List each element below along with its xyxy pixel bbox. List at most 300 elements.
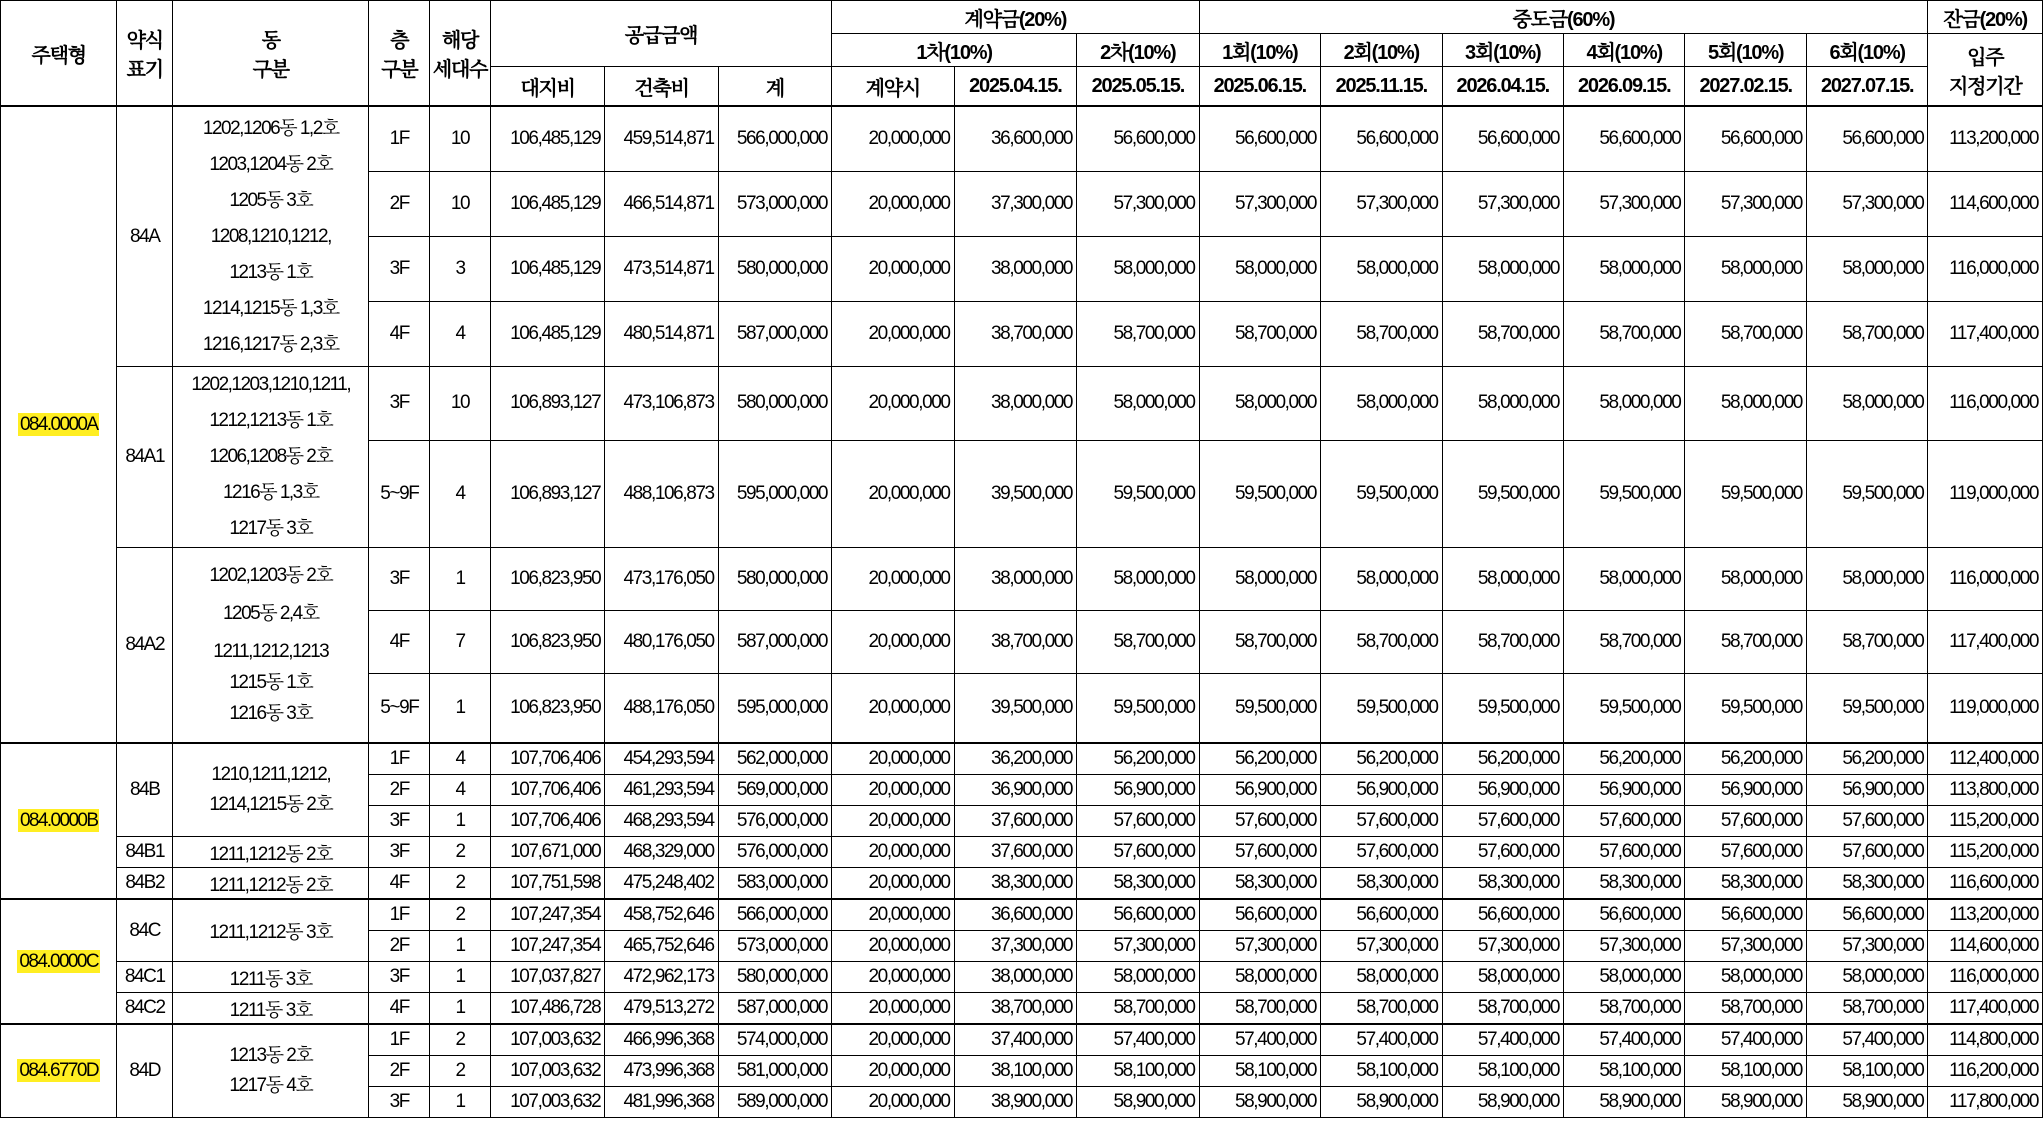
contract-2-cell: 57,600,000 <box>1077 837 1200 868</box>
land-cost-cell: 107,003,632 <box>490 1087 604 1118</box>
house-type-label: 084.0000A <box>19 413 98 435</box>
land-cost-cell: 107,003,632 <box>490 1056 604 1087</box>
building-cost-cell: 458,752,646 <box>605 899 718 931</box>
total-price-cell: 587,000,000 <box>718 611 831 674</box>
middle-6-cell: 58,000,000 <box>1806 962 1928 993</box>
contract-2-cell: 58,000,000 <box>1077 237 1200 302</box>
balance-cell: 116,600,000 <box>1928 868 2043 900</box>
middle-2-cell: 56,600,000 <box>1321 106 1442 172</box>
middle-6-cell: 56,600,000 <box>1806 899 1928 931</box>
balance-cell: 119,000,000 <box>1928 674 2043 744</box>
col-abbr <box>117 1 173 107</box>
col-dong-line1: 동 <box>261 30 280 52</box>
middle-1-cell: 58,000,000 <box>1199 548 1320 611</box>
contract-1-cell: 38,700,000 <box>954 993 1076 1025</box>
col-middle-1: 1회(10%) <box>1199 34 1320 67</box>
floor-cell: 4F <box>369 993 430 1025</box>
middle-3-cell: 57,600,000 <box>1442 837 1563 868</box>
middle-1-cell: 58,700,000 <box>1199 611 1320 674</box>
middle-3-cell: 56,900,000 <box>1442 775 1563 806</box>
col-middle-payment: 중도금(60%) <box>1199 1 1928 34</box>
middle-5-cell: 57,300,000 <box>1685 931 1806 962</box>
middle-4-cell: 58,900,000 <box>1563 1087 1684 1118</box>
total-price-cell: 583,000,000 <box>718 868 831 900</box>
middle-4-cell: 58,000,000 <box>1563 548 1684 611</box>
abbr-cell: 84A2 <box>117 548 173 744</box>
dong-line: 1216동 1,3호 <box>222 482 319 503</box>
contract-1-cell: 39,500,000 <box>954 440 1076 547</box>
col-middle-3: 3회(10%) <box>1442 34 1563 67</box>
balance-cell: 113,200,000 <box>1928 106 2043 172</box>
middle-1-cell: 58,100,000 <box>1199 1056 1320 1087</box>
middle-3-cell: 57,300,000 <box>1442 931 1563 962</box>
contract-1-cell: 38,000,000 <box>954 962 1076 993</box>
contract-2-cell: 58,700,000 <box>1077 993 1200 1025</box>
middle-5-cell: 58,900,000 <box>1685 1087 1806 1118</box>
dong-line: 1211,1212,1213 <box>213 641 329 662</box>
middle-2-cell: 58,000,000 <box>1321 962 1442 993</box>
middle-4-cell: 57,400,000 <box>1563 1024 1684 1056</box>
at-contract-cell: 20,000,000 <box>832 899 954 931</box>
middle-2-cell: 58,100,000 <box>1321 1056 1442 1087</box>
middle-4-cell: 58,700,000 <box>1563 302 1684 367</box>
at-contract-cell: 20,000,000 <box>832 611 954 674</box>
middle-1-cell: 57,600,000 <box>1199 806 1320 837</box>
middle-5-cell: 57,600,000 <box>1685 837 1806 868</box>
middle-4-cell: 58,100,000 <box>1563 1056 1684 1087</box>
middle-5-cell: 57,400,000 <box>1685 1024 1806 1056</box>
dong-cell: 1211,1212동 2호 <box>173 868 369 900</box>
at-contract-cell: 20,000,000 <box>832 237 954 302</box>
total-price-cell: 569,000,000 <box>718 775 831 806</box>
building-cost-cell: 481,996,368 <box>605 1087 718 1118</box>
units-cell: 1 <box>430 674 491 744</box>
land-cost-cell: 106,823,950 <box>490 548 604 611</box>
contract-2-cell: 57,400,000 <box>1077 1024 1200 1056</box>
middle-5-cell: 56,600,000 <box>1685 106 1806 172</box>
middle-6-cell: 59,500,000 <box>1806 440 1928 547</box>
middle-3-cell: 59,500,000 <box>1442 674 1563 744</box>
middle-6-cell: 56,200,000 <box>1806 743 1928 775</box>
col-c2-date: 2025.05.15. <box>1077 67 1200 107</box>
total-price-cell: 587,000,000 <box>718 302 831 367</box>
table-body <box>1 106 2043 1118</box>
contract-1-cell: 36,200,000 <box>954 743 1076 775</box>
contract-1-cell: 38,100,000 <box>954 1056 1076 1087</box>
building-cost-cell: 488,106,873 <box>605 440 718 547</box>
land-cost-cell: 106,485,129 <box>490 172 604 237</box>
col-m2-date: 2025.11.15. <box>1321 67 1442 107</box>
table-row <box>1 962 2043 993</box>
at-contract-cell: 20,000,000 <box>832 806 954 837</box>
house-type-cell <box>1 899 117 1024</box>
units-cell: 1 <box>430 993 491 1025</box>
middle-6-cell: 57,300,000 <box>1806 931 1928 962</box>
middle-6-cell: 57,300,000 <box>1806 172 1928 237</box>
building-cost-cell: 468,293,594 <box>605 806 718 837</box>
col-building-cost: 건축비 <box>605 67 718 107</box>
middle-5-cell: 57,300,000 <box>1685 172 1806 237</box>
land-cost-cell: 107,247,354 <box>490 899 604 931</box>
floor-cell: 1F <box>369 1024 430 1056</box>
floor-cell: 3F <box>369 837 430 868</box>
dong-line: 1213동 1호 <box>229 261 313 283</box>
middle-6-cell: 57,400,000 <box>1806 1024 1928 1056</box>
dong-line: 1214,1215동 1,3호 <box>202 297 339 319</box>
total-price-cell: 566,000,000 <box>718 899 831 931</box>
total-price-cell: 573,000,000 <box>718 931 831 962</box>
middle-1-cell: 58,900,000 <box>1199 1087 1320 1118</box>
middle-2-cell: 56,900,000 <box>1321 775 1442 806</box>
land-cost-cell: 107,706,406 <box>490 743 604 775</box>
middle-6-cell: 58,000,000 <box>1806 237 1928 302</box>
col-contract-1: 1차(10%) <box>832 34 1077 67</box>
dong-line: 1217동 3호 <box>229 518 313 539</box>
at-contract-cell: 20,000,000 <box>832 172 954 237</box>
middle-1-cell: 56,900,000 <box>1199 775 1320 806</box>
middle-3-cell: 56,600,000 <box>1442 899 1563 931</box>
middle-5-cell: 58,700,000 <box>1685 611 1806 674</box>
col-m3-date: 2026.04.15. <box>1442 67 1563 107</box>
contract-1-cell: 37,300,000 <box>954 931 1076 962</box>
middle-4-cell: 59,500,000 <box>1563 440 1684 547</box>
land-cost-cell: 106,823,950 <box>490 674 604 744</box>
balance-cell: 117,400,000 <box>1928 611 2043 674</box>
contract-2-cell: 57,300,000 <box>1077 931 1200 962</box>
at-contract-cell: 20,000,000 <box>832 548 954 611</box>
middle-4-cell: 56,600,000 <box>1563 899 1684 931</box>
contract-1-cell: 37,300,000 <box>954 172 1076 237</box>
contract-1-cell: 36,600,000 <box>954 106 1076 172</box>
middle-1-cell: 58,700,000 <box>1199 302 1320 367</box>
middle-3-cell: 59,500,000 <box>1442 440 1563 547</box>
middle-1-cell: 58,000,000 <box>1199 962 1320 993</box>
middle-3-cell: 58,900,000 <box>1442 1087 1563 1118</box>
middle-3-cell: 58,700,000 <box>1442 993 1563 1025</box>
contract-2-cell: 58,000,000 <box>1077 367 1200 441</box>
col-floor <box>369 1 430 107</box>
house-type-cell <box>1 106 117 743</box>
at-contract-cell: 20,000,000 <box>832 367 954 441</box>
middle-2-cell: 57,600,000 <box>1321 837 1442 868</box>
table-row <box>1 837 2043 868</box>
middle-3-cell: 56,200,000 <box>1442 743 1563 775</box>
land-cost-cell: 107,706,406 <box>490 775 604 806</box>
middle-2-cell: 58,700,000 <box>1321 611 1442 674</box>
middle-5-cell: 59,500,000 <box>1685 674 1806 744</box>
col-floor-line2: 구분 <box>381 59 418 81</box>
dong-cell <box>173 548 369 744</box>
total-price-cell: 589,000,000 <box>718 1087 831 1118</box>
dong-cell: 1211,1212동 3호 <box>173 899 369 962</box>
balance-cell: 113,200,000 <box>1928 899 2043 931</box>
table-row <box>1 868 2043 900</box>
at-contract-cell: 20,000,000 <box>832 1056 954 1087</box>
contract-2-cell: 58,700,000 <box>1077 611 1200 674</box>
contract-1-cell: 39,500,000 <box>954 674 1076 744</box>
middle-2-cell: 58,000,000 <box>1321 548 1442 611</box>
abbr-cell: 84C1 <box>117 962 173 993</box>
dong-line: 1214,1215동 2호 <box>209 794 333 815</box>
land-cost-cell: 106,893,127 <box>490 440 604 547</box>
dong-cell <box>173 1024 369 1118</box>
house-type-label: 084.6770D <box>19 1060 98 1081</box>
table-row <box>1 367 2043 441</box>
at-contract-cell: 20,000,000 <box>832 868 954 900</box>
middle-1-cell: 58,000,000 <box>1199 237 1320 302</box>
dong-cell <box>173 367 369 548</box>
contract-1-cell: 38,000,000 <box>954 367 1076 441</box>
balance-cell: 116,000,000 <box>1928 548 2043 611</box>
middle-2-cell: 57,600,000 <box>1321 806 1442 837</box>
land-cost-cell: 107,671,000 <box>490 837 604 868</box>
middle-3-cell: 58,100,000 <box>1442 1056 1563 1087</box>
dong-cell <box>173 106 369 367</box>
abbr-cell: 84D <box>117 1024 173 1118</box>
abbr-cell: 84A1 <box>117 367 173 548</box>
abbr-cell: 84C <box>117 899 173 962</box>
contract-2-cell: 58,000,000 <box>1077 548 1200 611</box>
land-cost-cell: 106,485,129 <box>490 302 604 367</box>
units-cell: 2 <box>430 868 491 900</box>
dong-line: 1205동 2,4호 <box>222 603 319 624</box>
col-contract-2: 2차(10%) <box>1077 34 1200 67</box>
contract-2-cell: 56,600,000 <box>1077 899 1200 931</box>
middle-1-cell: 59,500,000 <box>1199 674 1320 744</box>
building-cost-cell: 468,329,000 <box>605 837 718 868</box>
contract-2-cell: 58,300,000 <box>1077 868 1200 900</box>
contract-2-cell: 58,000,000 <box>1077 962 1200 993</box>
total-price-cell: 595,000,000 <box>718 440 831 547</box>
table-row <box>1 1024 2043 1056</box>
contract-2-cell: 58,900,000 <box>1077 1087 1200 1118</box>
col-middle-4: 4회(10%) <box>1563 34 1684 67</box>
total-price-cell: 580,000,000 <box>718 237 831 302</box>
contract-1-cell: 36,600,000 <box>954 899 1076 931</box>
total-price-cell: 574,000,000 <box>718 1024 831 1056</box>
contract-1-cell: 38,900,000 <box>954 1087 1076 1118</box>
at-contract-cell: 20,000,000 <box>832 775 954 806</box>
total-price-cell: 566,000,000 <box>718 106 831 172</box>
units-cell: 3 <box>430 237 491 302</box>
floor-cell: 3F <box>369 806 430 837</box>
middle-3-cell: 58,700,000 <box>1442 302 1563 367</box>
middle-1-cell: 57,600,000 <box>1199 837 1320 868</box>
col-units-line2: 세대수 <box>432 59 488 81</box>
abbr-cell: 84B1 <box>117 837 173 868</box>
table-row <box>1 993 2043 1025</box>
land-cost-cell: 107,247,354 <box>490 931 604 962</box>
total-price-cell: 587,000,000 <box>718 993 831 1025</box>
col-at-contract: 계약시 <box>832 67 954 107</box>
middle-2-cell: 59,500,000 <box>1321 440 1442 547</box>
middle-6-cell: 57,600,000 <box>1806 806 1928 837</box>
balance-cell: 114,600,000 <box>1928 172 2043 237</box>
floor-cell: 1F <box>369 106 430 172</box>
floor-cell: 4F <box>369 611 430 674</box>
contract-1-cell: 36,900,000 <box>954 775 1076 806</box>
units-cell: 4 <box>430 440 491 547</box>
balance-cell: 116,200,000 <box>1928 1056 2043 1087</box>
middle-3-cell: 58,700,000 <box>1442 611 1563 674</box>
land-cost-cell: 107,751,598 <box>490 868 604 900</box>
dong-line: 1215동 1호 <box>229 672 313 693</box>
contract-2-cell: 59,500,000 <box>1077 674 1200 744</box>
dong-line: 1213동 2호 <box>229 1045 313 1066</box>
middle-2-cell: 58,700,000 <box>1321 993 1442 1025</box>
floor-cell: 3F <box>369 1087 430 1118</box>
at-contract-cell: 20,000,000 <box>832 931 954 962</box>
building-cost-cell: 480,514,871 <box>605 302 718 367</box>
col-floor-line1: 층 <box>390 30 409 52</box>
building-cost-cell: 473,106,873 <box>605 367 718 441</box>
floor-cell: 4F <box>369 302 430 367</box>
col-house-type: 주택형 <box>1 1 117 107</box>
contract-1-cell: 37,600,000 <box>954 806 1076 837</box>
middle-2-cell: 58,300,000 <box>1321 868 1442 900</box>
middle-3-cell: 58,000,000 <box>1442 367 1563 441</box>
dong-line: 1202,1206동 1,2호 <box>202 117 339 139</box>
contract-2-cell: 56,600,000 <box>1077 106 1200 172</box>
middle-3-cell: 57,300,000 <box>1442 172 1563 237</box>
house-type-cell <box>1 743 117 899</box>
middle-3-cell: 56,600,000 <box>1442 106 1563 172</box>
balance-cell: 117,400,000 <box>1928 302 2043 367</box>
land-cost-cell: 106,485,129 <box>490 237 604 302</box>
building-cost-cell: 466,996,368 <box>605 1024 718 1056</box>
building-cost-cell: 472,962,173 <box>605 962 718 993</box>
floor-cell: 2F <box>369 1056 430 1087</box>
middle-6-cell: 56,600,000 <box>1806 106 1928 172</box>
middle-5-cell: 58,700,000 <box>1685 993 1806 1025</box>
building-cost-cell: 459,514,871 <box>605 106 718 172</box>
col-c1-date: 2025.04.15. <box>954 67 1076 107</box>
middle-4-cell: 57,600,000 <box>1563 837 1684 868</box>
middle-5-cell: 56,200,000 <box>1685 743 1806 775</box>
at-contract-cell: 20,000,000 <box>832 106 954 172</box>
at-contract-cell: 20,000,000 <box>832 962 954 993</box>
col-movein-line2: 지정기간 <box>1948 75 2022 98</box>
col-middle-6: 6회(10%) <box>1806 34 1928 67</box>
middle-5-cell: 58,700,000 <box>1685 302 1806 367</box>
col-movein <box>1928 34 2043 107</box>
col-abbr-line2: 표기 <box>126 59 163 81</box>
units-cell: 7 <box>430 611 491 674</box>
contract-2-cell: 57,300,000 <box>1077 172 1200 237</box>
middle-1-cell: 56,600,000 <box>1199 106 1320 172</box>
col-middle-2: 2회(10%) <box>1321 34 1442 67</box>
units-cell: 2 <box>430 899 491 931</box>
middle-2-cell: 58,000,000 <box>1321 237 1442 302</box>
col-middle-5: 5회(10%) <box>1685 34 1806 67</box>
middle-6-cell: 58,700,000 <box>1806 993 1928 1025</box>
col-abbr-line1: 약식 <box>126 30 163 52</box>
middle-4-cell: 59,500,000 <box>1563 674 1684 744</box>
middle-4-cell: 56,900,000 <box>1563 775 1684 806</box>
land-cost-cell: 107,003,632 <box>490 1024 604 1056</box>
units-cell: 2 <box>430 1056 491 1087</box>
middle-1-cell: 58,700,000 <box>1199 993 1320 1025</box>
table-header <box>1 1 2043 107</box>
dong-cell <box>173 743 369 837</box>
balance-cell: 119,000,000 <box>1928 440 2043 547</box>
middle-5-cell: 58,000,000 <box>1685 367 1806 441</box>
middle-4-cell: 57,300,000 <box>1563 931 1684 962</box>
house-type-label: 084.0000B <box>19 810 98 831</box>
contract-1-cell: 38,000,000 <box>954 548 1076 611</box>
dong-cell: 1211동 3호 <box>173 962 369 993</box>
total-price-cell: 580,000,000 <box>718 962 831 993</box>
middle-6-cell: 57,600,000 <box>1806 837 1928 868</box>
col-balance: 잔금(20%) <box>1928 1 2043 34</box>
land-cost-cell: 106,485,129 <box>490 106 604 172</box>
house-type-label: 084.0000C <box>19 950 98 972</box>
floor-cell: 3F <box>369 548 430 611</box>
at-contract-cell: 20,000,000 <box>832 743 954 775</box>
contract-2-cell: 56,200,000 <box>1077 743 1200 775</box>
middle-2-cell: 57,400,000 <box>1321 1024 1442 1056</box>
contract-1-cell: 38,700,000 <box>954 302 1076 367</box>
units-cell: 2 <box>430 837 491 868</box>
total-price-cell: 573,000,000 <box>718 172 831 237</box>
land-cost-cell: 107,486,728 <box>490 993 604 1025</box>
balance-cell: 117,800,000 <box>1928 1087 2043 1118</box>
units-cell: 10 <box>430 106 491 172</box>
middle-5-cell: 58,000,000 <box>1685 962 1806 993</box>
floor-cell: 3F <box>369 237 430 302</box>
units-cell: 10 <box>430 172 491 237</box>
middle-1-cell: 56,600,000 <box>1199 899 1320 931</box>
middle-5-cell: 57,600,000 <box>1685 806 1806 837</box>
middle-4-cell: 57,300,000 <box>1563 172 1684 237</box>
middle-2-cell: 57,300,000 <box>1321 931 1442 962</box>
contract-1-cell: 38,000,000 <box>954 237 1076 302</box>
contract-1-cell: 38,300,000 <box>954 868 1076 900</box>
middle-1-cell: 57,300,000 <box>1199 931 1320 962</box>
middle-2-cell: 58,700,000 <box>1321 302 1442 367</box>
middle-4-cell: 58,000,000 <box>1563 962 1684 993</box>
contract-1-cell: 37,600,000 <box>954 837 1076 868</box>
col-dong-line2: 구분 <box>252 59 289 81</box>
floor-cell: 2F <box>369 172 430 237</box>
dong-line: 1202,1203,1210,1211, <box>191 374 351 395</box>
building-cost-cell: 473,514,871 <box>605 237 718 302</box>
floor-cell: 4F <box>369 868 430 900</box>
at-contract-cell: 20,000,000 <box>832 993 954 1025</box>
middle-3-cell: 57,600,000 <box>1442 806 1563 837</box>
col-land-cost: 대지비 <box>490 67 604 107</box>
middle-6-cell: 58,700,000 <box>1806 611 1928 674</box>
dong-line: 1205동 3호 <box>229 189 313 211</box>
building-cost-cell: 466,514,871 <box>605 172 718 237</box>
middle-5-cell: 59,500,000 <box>1685 440 1806 547</box>
building-cost-cell: 488,176,050 <box>605 674 718 744</box>
dong-line: 1208,1210,1212, <box>210 225 331 247</box>
col-supply-price: 공급금액 <box>490 1 831 67</box>
floor-cell: 3F <box>369 962 430 993</box>
contract-1-cell: 37,400,000 <box>954 1024 1076 1056</box>
building-cost-cell: 473,176,050 <box>605 548 718 611</box>
middle-6-cell: 58,900,000 <box>1806 1087 1928 1118</box>
middle-3-cell: 58,000,000 <box>1442 962 1563 993</box>
abbr-cell: 84C2 <box>117 993 173 1025</box>
floor-cell: 5~9F <box>369 440 430 547</box>
middle-1-cell: 58,300,000 <box>1199 868 1320 900</box>
middle-5-cell: 56,900,000 <box>1685 775 1806 806</box>
col-m5-date: 2027.02.15. <box>1685 67 1806 107</box>
balance-cell: 116,000,000 <box>1928 367 2043 441</box>
middle-3-cell: 58,000,000 <box>1442 237 1563 302</box>
